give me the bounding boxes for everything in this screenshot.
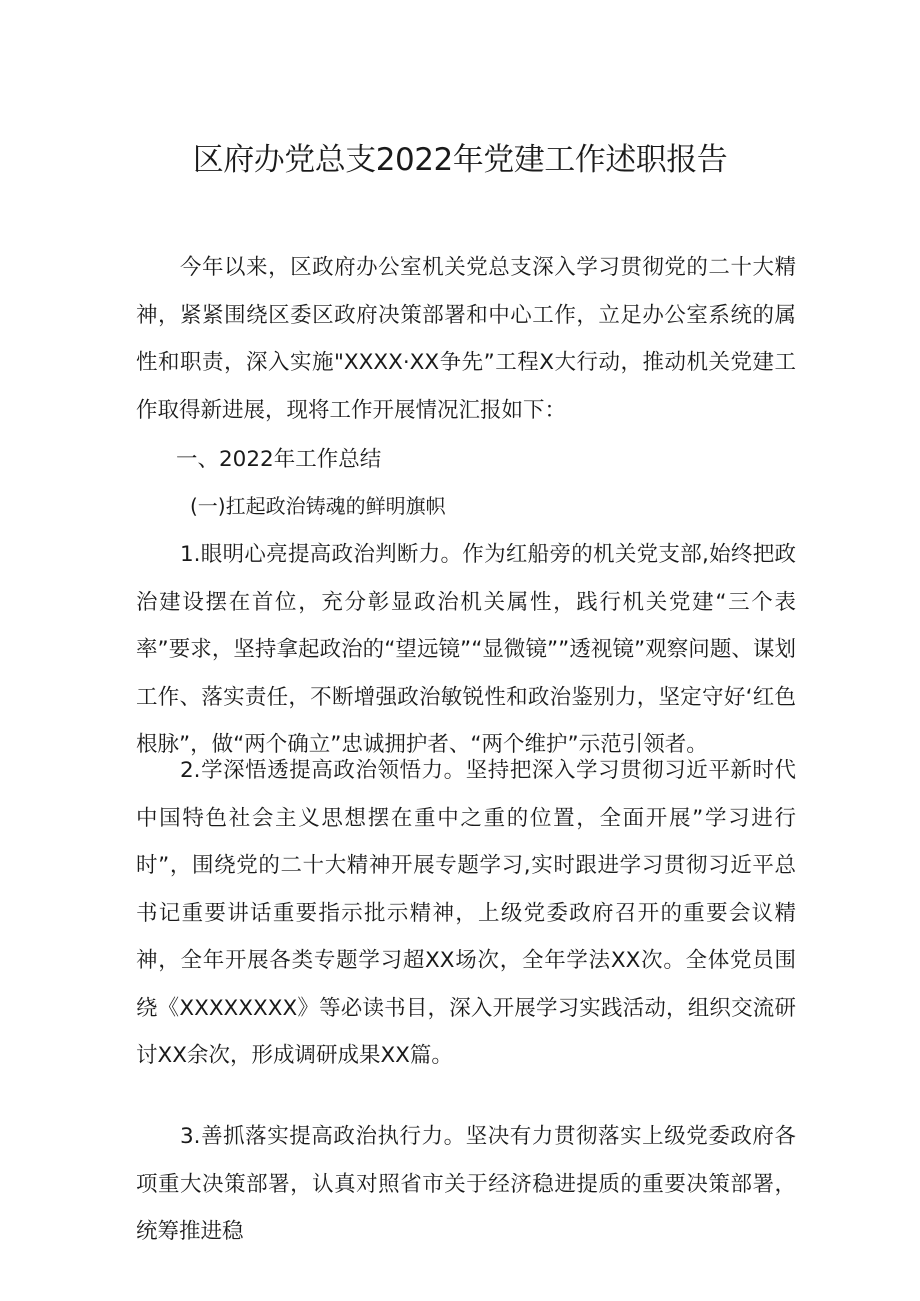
subsection-heading: (一)扛起政治铸魂的鲜明旗帜 — [190, 494, 446, 518]
paragraph-2: 2.学深悟透提高政治领悟力。坚持把深入学习贯彻习近平新时代中国特色社会主义思想摆在重中之重的位置，全面开展”学习进行时”，围绕党的二十大精神开展专题学习,实时跟进学习贯彻习近平总书记重要讲话重要指示批示精神，上级党委政府召开的重要会议精神，全年开展各类专题学习超XX场次，全年学法XX次。全体党员围绕《XXXXXXXX》等必读书目，深入开展学习实践活动，组织交流研讨XX余次，形成调研成果XX篇。 — [136, 758, 796, 1068]
intro-paragraph: 今年以来，区政府办公室机关党总支深入学习贯彻党的二十大精神，紧紧围绕区委区政府决策部署和中心工作，立足办公室系统的属性和职责，深入实施"XXXX·XX争先”工程X大行动，推动机关党建工作取得新进展，现将工作开展情况汇报如下： — [136, 255, 796, 423]
document-title: 区府办党总支2022年党建工作述职报告 — [192, 142, 728, 178]
section-heading: 一、2022年工作总结 — [176, 447, 382, 472]
paragraph-1: 1.眼明心亮提高政治判断力。作为红船旁的机关党支部,始终把政治建设摆在首位，充分彰显政治机关属性，践行机关党建“三个表率”要求，坚持拿起政治的“望远镜”“显微镜””透视镜”观察问题、谋划工作、落实责任，不断增强政治敏锐性和政治鉴别力，坚定守好‘红色根脉”，做“两个确立”忠诚拥护者、“两个维护”示范引领者。 — [136, 542, 796, 757]
paragraph-3: 3.善抓落实提高政治执行力。坚决有力贯彻落实上级党委政府各项重大决策部署，认真对照省市关于经济稳进提质的重要决策部署，统筹推进稳 — [136, 1124, 796, 1244]
